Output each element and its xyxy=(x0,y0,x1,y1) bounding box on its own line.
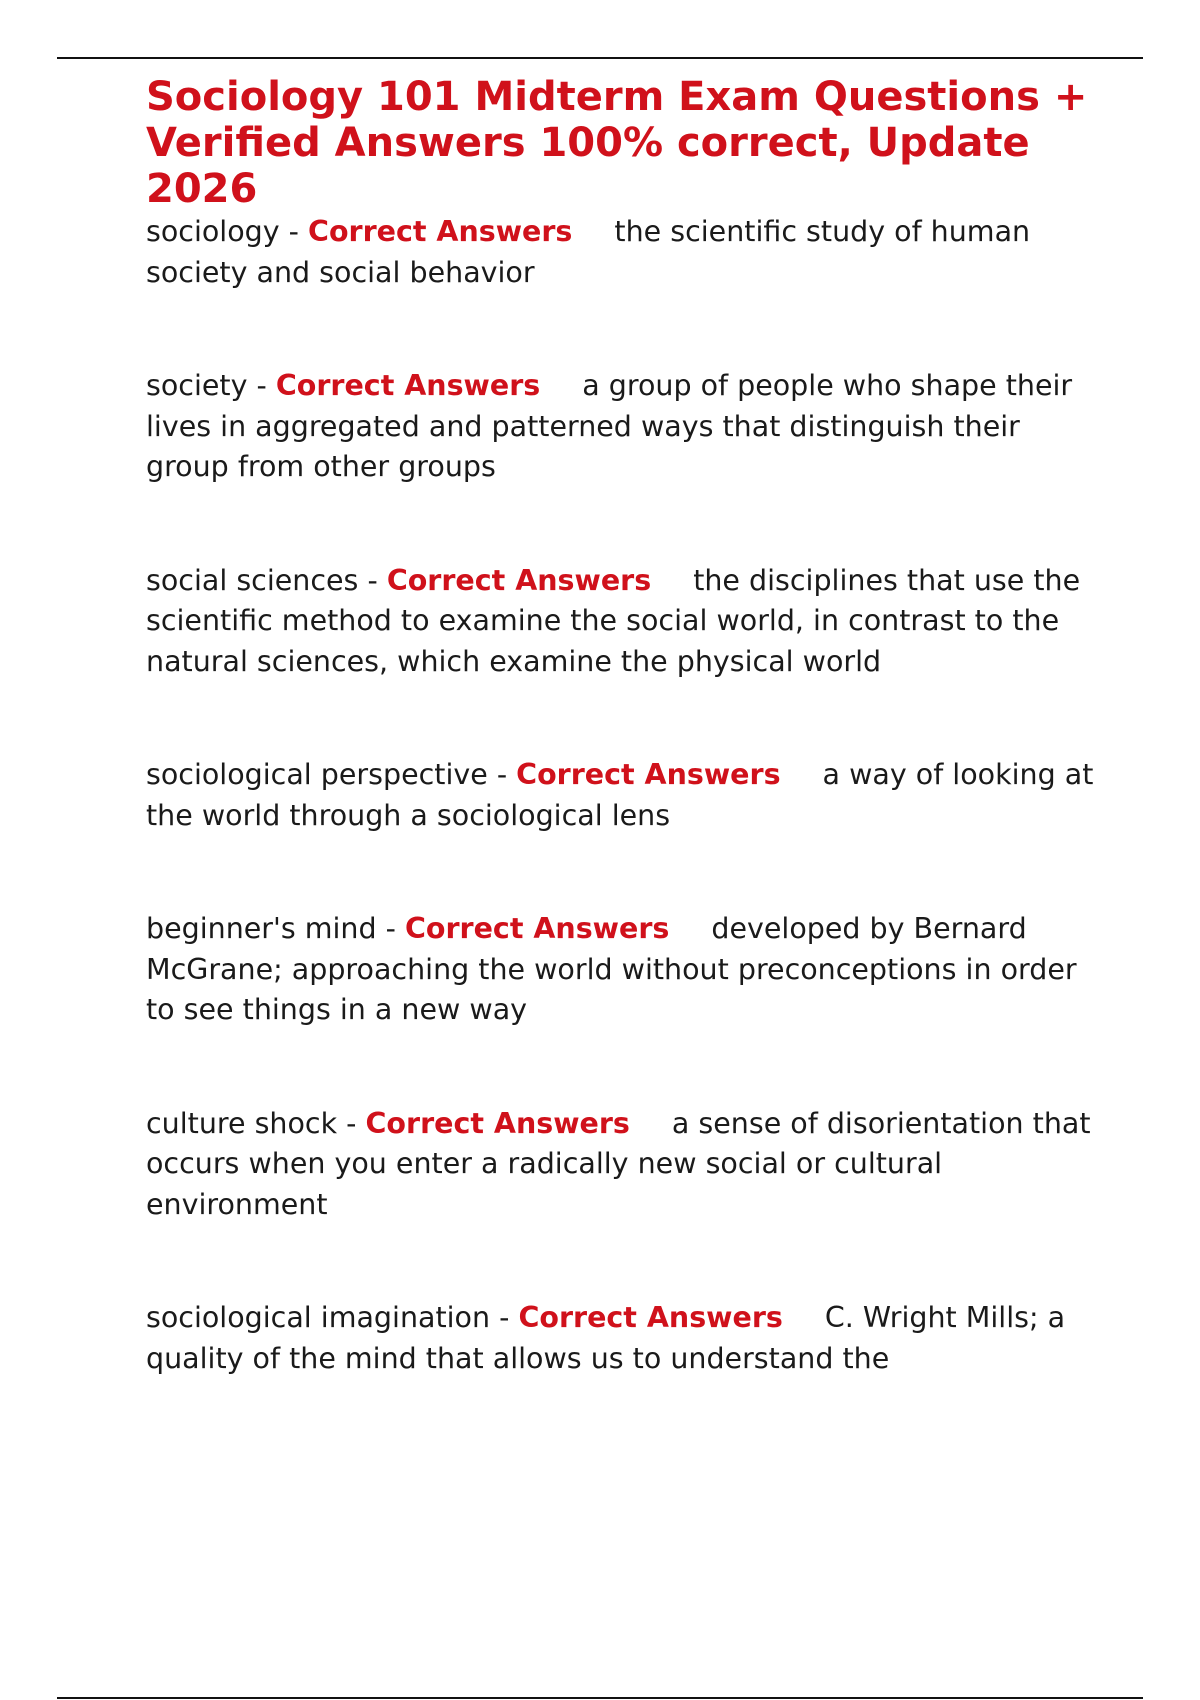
entry-term: society xyxy=(146,369,248,402)
correct-answers-label: Correct Answers xyxy=(405,912,670,945)
entry-culture-shock xyxy=(146,1104,1106,1226)
correct-answers-label: Correct Answers xyxy=(308,215,573,248)
entry-definition: a sense of disorientation that occurs when you enter a radically new social or cultural environment xyxy=(146,1106,1091,1221)
entry-separator: - xyxy=(490,1301,519,1334)
entry-sociology xyxy=(146,212,1106,293)
entry-definition: a group of people who shape their lives in aggregated and patterned ways that distinguish their group from other groups xyxy=(146,369,1073,483)
entry-separator: - xyxy=(279,215,309,248)
correct-answers-label: Correct Answers xyxy=(386,563,652,597)
entry-definition: developed by Bernard McGrane; approaching the world without preconceptions in order to see things in a new way xyxy=(146,912,1077,1026)
entry-term: sociological perspective xyxy=(146,758,488,791)
entry-term: sociology xyxy=(146,215,280,248)
entry-term: culture shock xyxy=(146,1106,338,1140)
entry-separator: - xyxy=(376,912,405,945)
document-title: Sociology 101 Midterm Exam Questions + Verified Answers 100% correct, Update 2026 xyxy=(146,74,1088,212)
entry-social-sciences xyxy=(146,561,1106,683)
entry-definition: the disciplines that use the scientific method to examine the social world, in contrast to the natural sciences, which examine the physical world xyxy=(146,563,1081,678)
correct-answers-label: Correct Answers xyxy=(275,369,541,402)
correct-answers-label: Correct Answers xyxy=(516,758,781,791)
entry-definition: the scientific study of human society and social behavior xyxy=(146,215,1031,289)
entry-definition: a way of looking at the world through a sociological lens xyxy=(146,758,1094,832)
entry-separator: - xyxy=(337,1106,366,1140)
entry-term: social sciences xyxy=(146,563,359,597)
correct-answers-label: Correct Answers xyxy=(365,1106,630,1140)
entry-separator: - xyxy=(247,369,276,402)
bottom-rule xyxy=(57,1697,1143,1699)
entry-definition: C. Wright Mills; a quality of the mind that allows us to understand the xyxy=(146,1301,1066,1375)
entry-separator: - xyxy=(487,758,517,791)
entry-separator: - xyxy=(358,563,387,597)
top-rule xyxy=(57,57,1143,59)
entry-beginners-mind xyxy=(146,909,1106,1031)
correct-answers-label: Correct Answers xyxy=(518,1301,783,1334)
document-body xyxy=(146,74,1106,1452)
entry-sociological-imagination xyxy=(146,1298,1106,1379)
entry-sociological-perspective xyxy=(146,755,1106,836)
entry-society xyxy=(146,366,1106,488)
entry-term: sociological imagination xyxy=(146,1301,491,1334)
entry-term: beginner's mind xyxy=(146,912,377,945)
